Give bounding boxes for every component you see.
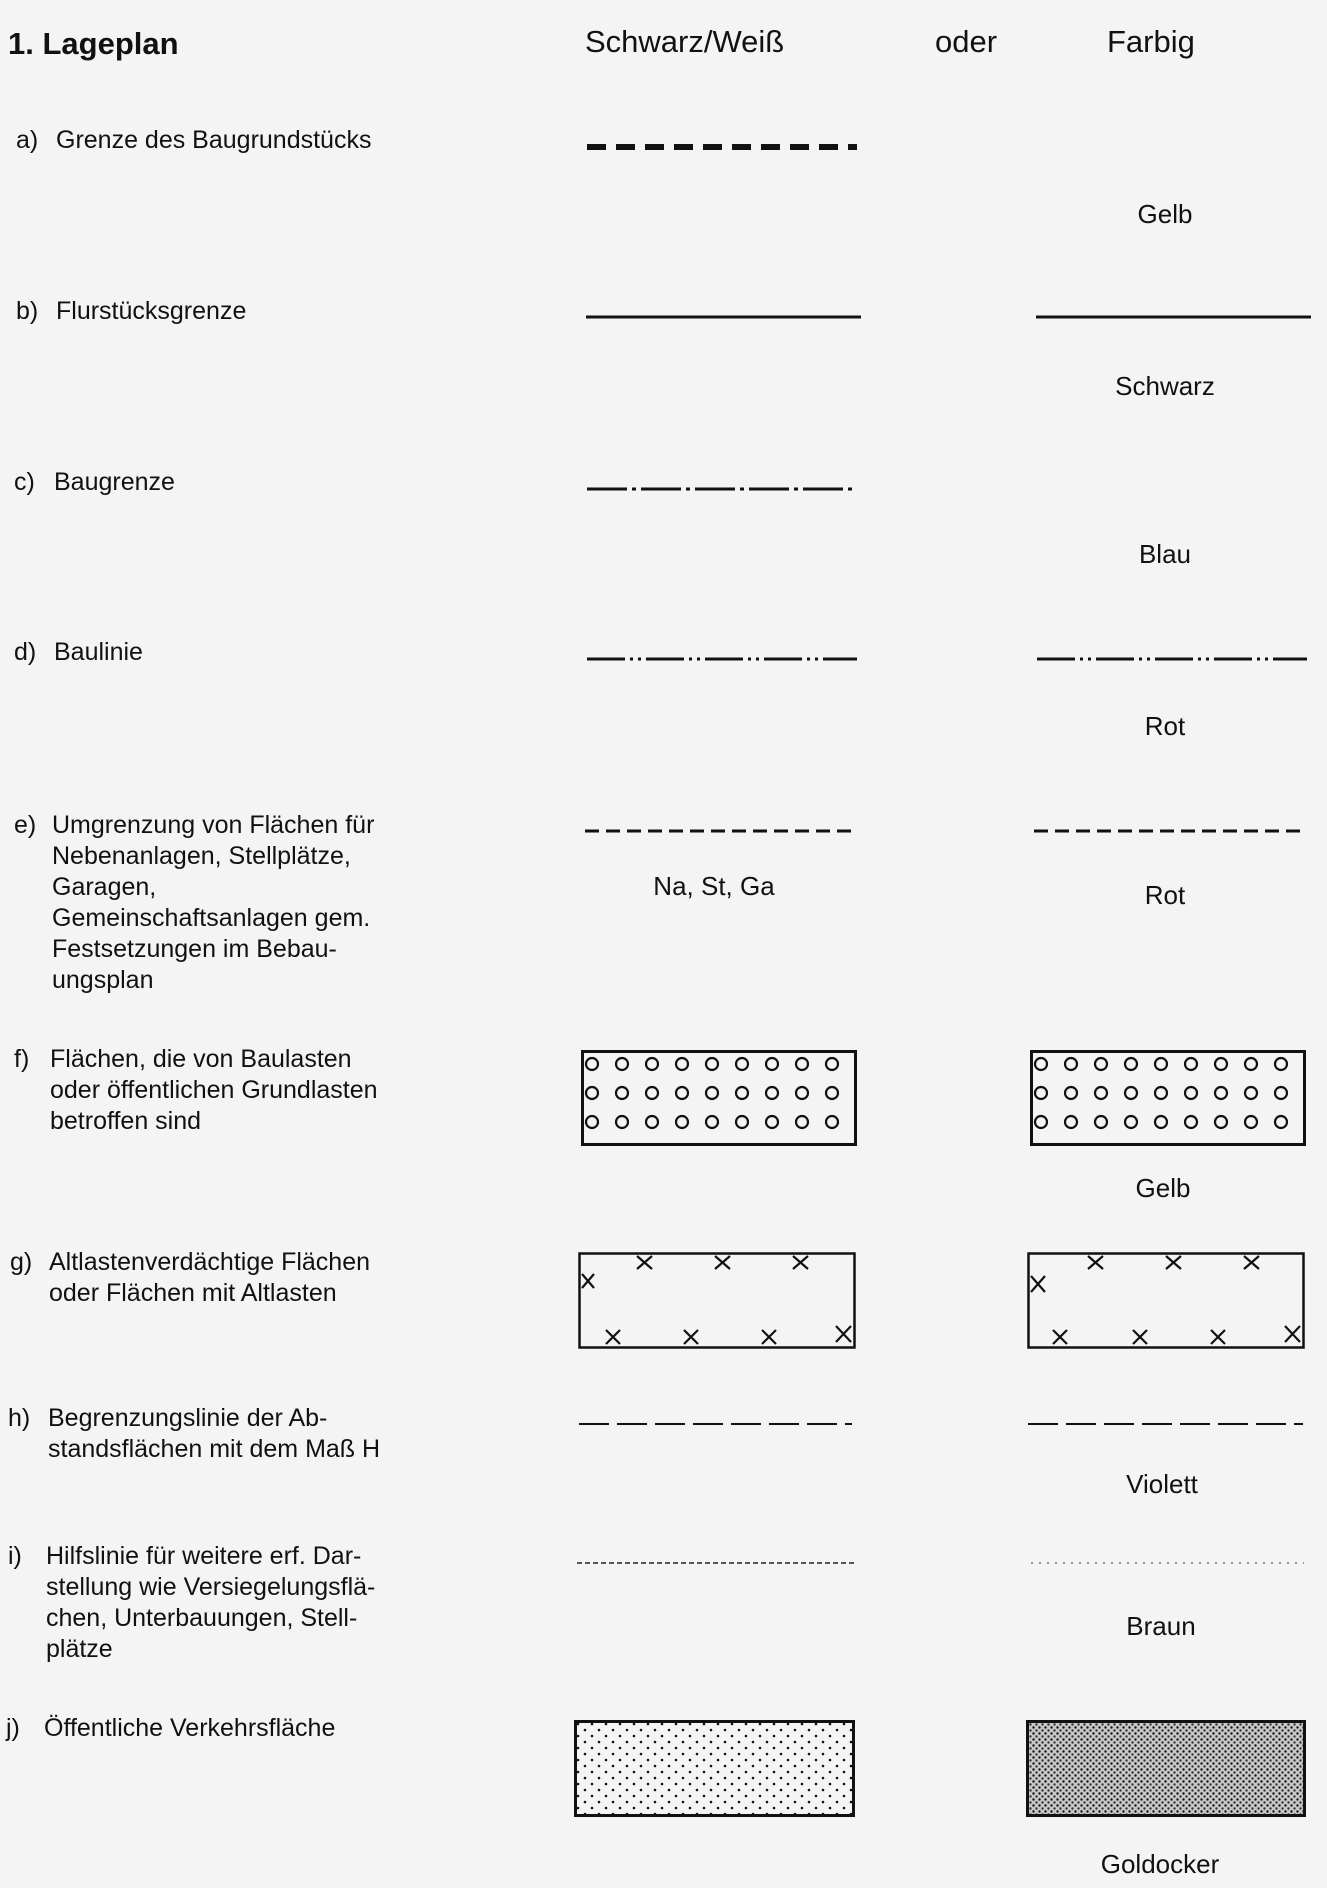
row-d-text-line: Baulinie <box>54 638 143 666</box>
row-i-text-line: stellung wie Versiegelungsflä- <box>46 1573 376 1601</box>
row-b-color-name: Schwarz <box>1115 371 1215 401</box>
row-h-letter: h) <box>8 1404 31 1432</box>
row-e-text-line: Nebenanlagen, Stellplätze, <box>52 842 351 870</box>
page-title: 1. Lageplan <box>8 26 179 61</box>
row-j-color-name: Goldocker <box>1100 1849 1220 1879</box>
row-g-text-line: oder Flächen mit Altlasten <box>49 1279 337 1307</box>
row-h-color-symbol <box>1027 1418 1305 1430</box>
row-g-letter: g) <box>10 1248 33 1276</box>
row-i-color-name: Braun <box>1126 1611 1196 1641</box>
row-a-letter: a) <box>16 126 39 154</box>
row-i-letter: i) <box>8 1542 22 1570</box>
row-b-bw-symbol <box>585 310 863 324</box>
row-c-text-line: Baugrenze <box>54 468 175 496</box>
row-f-bw-symbol <box>581 1050 857 1146</box>
row-e-letter: e) <box>14 811 37 839</box>
row-e-bw-symbol <box>583 824 853 838</box>
row-e-text-line: Festsetzungen im Bebau- <box>52 935 337 963</box>
row-f-color-name: Gelb <box>1135 1173 1191 1203</box>
row-a-color-name: Gelb <box>1137 199 1193 229</box>
row-j-color-symbol <box>1026 1720 1306 1817</box>
row-a-bw-symbol <box>585 140 860 154</box>
row-h-bw-symbol <box>578 1418 854 1430</box>
row-i-text-line: plätze <box>46 1635 113 1663</box>
row-d-color-symbol <box>1035 652 1310 666</box>
header-or: oder <box>935 24 998 59</box>
row-c-color-name: Blau <box>1138 539 1192 569</box>
row-e-text-line: Umgrenzung von Flächen für <box>52 811 375 839</box>
row-i-bw-symbol <box>576 1558 856 1568</box>
row-e-text-line: Gemeinschaftsanlagen gem. <box>52 904 371 932</box>
row-c-letter: c) <box>14 468 35 496</box>
row-e-color-symbol <box>1032 824 1302 838</box>
row-g-text-line: Altlastenverdächtige Flächen <box>49 1248 371 1276</box>
row-e-text-line: ungsplan <box>52 966 154 994</box>
row-e-bw-note: Na, St, Ga <box>653 871 775 901</box>
row-g-color-symbol <box>1027 1252 1305 1349</box>
row-d-bw-symbol <box>585 652 860 666</box>
row-j-letter: j) <box>6 1714 20 1742</box>
row-b-letter: b) <box>16 297 39 325</box>
row-h-color-name: Violett <box>1126 1469 1198 1499</box>
row-h-text-line: standsflächen mit dem Maß H <box>48 1435 381 1463</box>
row-d-letter: d) <box>14 638 37 666</box>
row-e-text-line: Garagen, <box>52 873 157 901</box>
row-f-letter: f) <box>14 1045 30 1073</box>
row-f-text-line: Flächen, die von Baulasten <box>50 1045 352 1073</box>
row-f-text-line: betroffen sind <box>50 1107 202 1135</box>
row-d-color-name: Rot <box>1144 711 1186 741</box>
row-j-bw-symbol <box>574 1720 855 1817</box>
row-j-text-line: Öffentliche Verkehrsfläche <box>44 1714 336 1742</box>
row-a-text-line: Grenze des Baugrundstücks <box>56 126 372 154</box>
row-i-text-line: chen, Unterbauungen, Stell- <box>46 1604 358 1632</box>
row-b-color-symbol <box>1035 310 1313 324</box>
row-g-bw-symbol <box>578 1252 856 1349</box>
row-h-text-line: Begrenzungslinie der Ab- <box>48 1404 328 1432</box>
header-color: Farbig <box>1107 24 1195 59</box>
header-black-white: Schwarz/Weiß <box>585 24 785 59</box>
row-e-color-name: Rot <box>1144 880 1186 910</box>
row-i-text-line: Hilfslinie für weitere erf. Dar- <box>46 1542 362 1570</box>
row-i-color-symbol <box>1030 1558 1306 1568</box>
row-b-text-line: Flurstücksgrenze <box>56 297 247 325</box>
row-c-bw-symbol <box>585 482 860 496</box>
row-f-color-symbol <box>1030 1050 1306 1146</box>
row-f-text-line: oder öffentlichen Grundlasten <box>50 1076 378 1104</box>
